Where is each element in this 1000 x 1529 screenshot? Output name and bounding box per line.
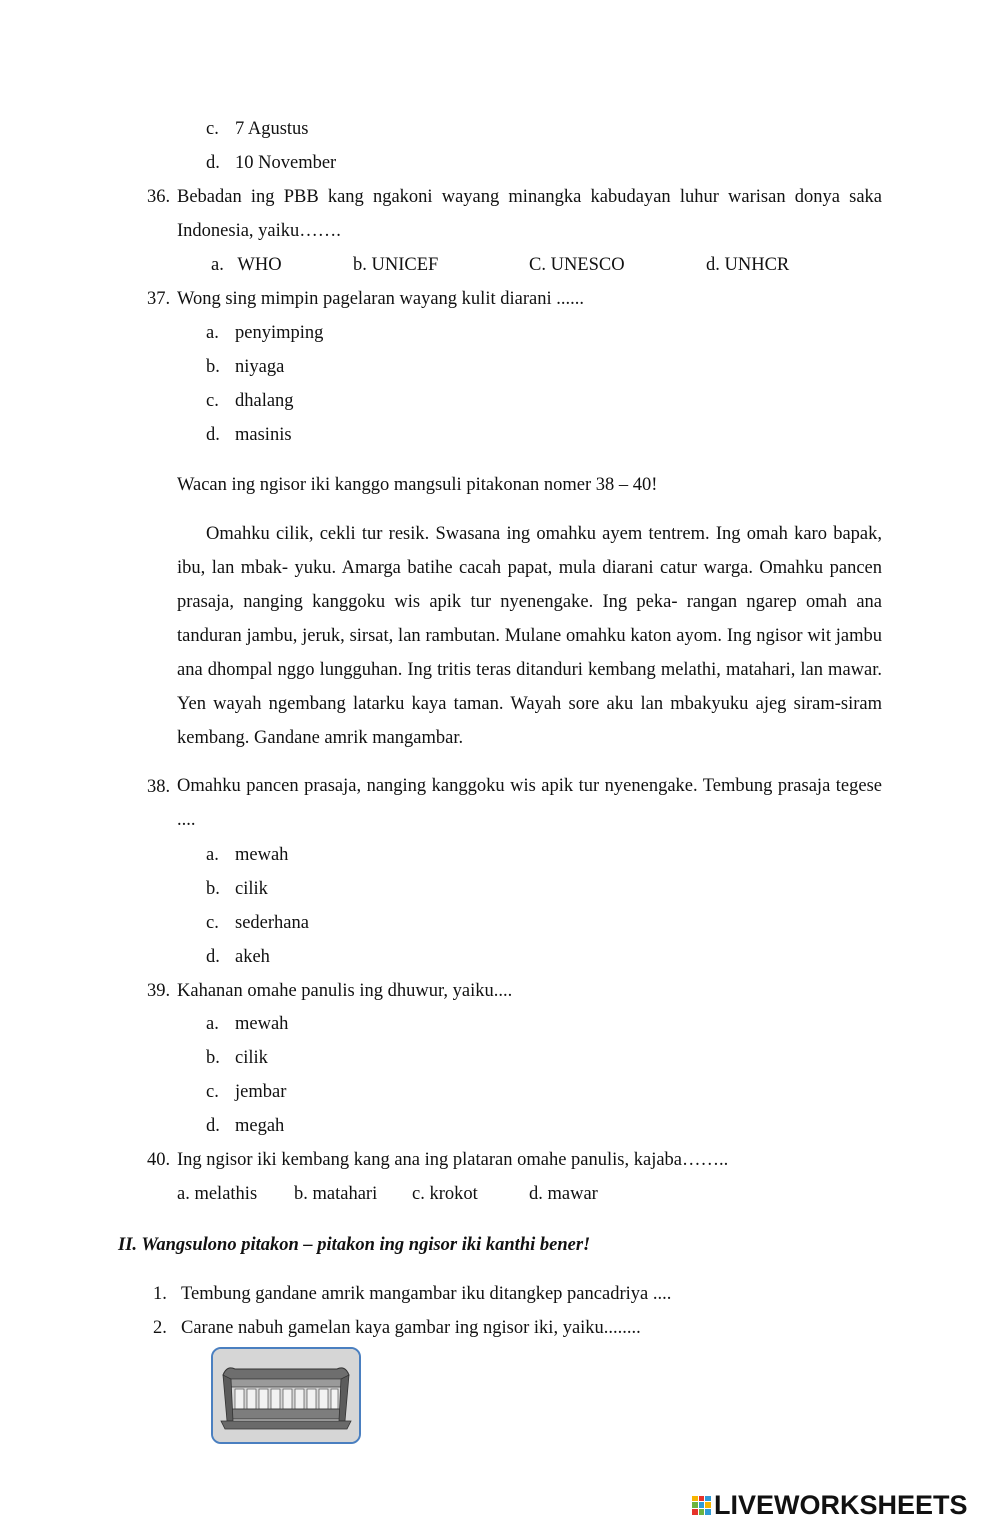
liveworksheets-logo: [692, 1490, 968, 1520]
q39-option-b-text: cilik: [235, 1048, 268, 1068]
q40-number: 40.: [147, 1150, 171, 1170]
logo-cell: [692, 1496, 698, 1502]
q38-text: Omahku pancen prasaja, nanging kanggoku wis apik tur nyenengake. Tembung prasaja tegese ....: [177, 776, 882, 830]
q37-option-b-letter: b.: [206, 357, 220, 377]
q39-number: 39.: [147, 981, 171, 1001]
q37-option-a-text: penyimping: [235, 323, 324, 343]
section2-item1-number: 1.: [153, 1284, 167, 1304]
q36-option-a: a. WHO: [211, 255, 282, 275]
section2-heading: II. Wangsulono pitakon – pitakon ing ngisor iki kanthi bener!: [118, 1235, 591, 1255]
logo-cell: [699, 1502, 705, 1508]
section2-item2-text: Carane nabuh gamelan kaya gambar ing ngisor iki, yaiku........: [181, 1318, 641, 1338]
q36-option-d: d. UNHCR: [706, 255, 790, 275]
q37-number: 37.: [147, 289, 171, 309]
q40-option-a: a. melathis: [177, 1184, 258, 1204]
q39-option-d-letter: d.: [206, 1116, 220, 1136]
q40-option-c: c. krokot: [412, 1184, 478, 1204]
q35-option-c-text: 7 Agustus: [235, 119, 309, 139]
q36-option-b: b. UNICEF: [353, 255, 439, 275]
q35-option-d-letter: d.: [206, 153, 220, 173]
q37-text: Wong sing mimpin pagelaran wayang kulit diarani ......: [177, 289, 584, 309]
q38-option-a-letter: a.: [206, 845, 219, 865]
q40-text: Ing ngisor iki kembang kang ana ing plataran omahe panulis, kajaba……..: [177, 1150, 729, 1170]
q40-option-d: d. mawar: [529, 1184, 598, 1204]
reading-intro: Wacan ing ngisor iki kanggo mangsuli pitakonan nomer 38 – 40!: [177, 475, 658, 495]
gamelan-drawing: [213, 1349, 359, 1442]
q37-option-d-text: masinis: [235, 425, 292, 445]
q39-option-a-letter: a.: [206, 1014, 219, 1034]
logo-cell: [705, 1502, 711, 1508]
q38-option-c-letter: c.: [206, 913, 219, 933]
logo-cell: [705, 1509, 711, 1515]
logo-cell: [692, 1502, 698, 1508]
q40-option-b: b. matahari: [294, 1184, 378, 1204]
q35-option-d-text: 10 November: [235, 153, 337, 173]
q39-text: Kahanan omahe panulis ing dhuwur, yaiku....: [177, 981, 513, 1001]
logo-cell: [705, 1496, 711, 1502]
gamelan-image: [211, 1347, 361, 1444]
reading-passage-text: Omahku cilik, cekli tur resik. Swasana ing omahku ayem tentrem. Ing omah karo bapak, ibu, lan mbak- yuku. Amarga batihe cacah papat, mula diarani catur warga. Omahku pancen prasaja, nanging kanggoku wis apik tur nyenengake. Ing peka- rangan ngarep omah ana tanduran jambu, jeruk, sirsat, lan rambutan. Mulane omahku katon ayom. Ing ngisor wit jambu ana dhompal nggo lungguhan. Ing tritis teras ditanduri kembang melathi, matahari, lan mawar. Yen wayah ngembang latarku kaya taman. Wayah sore aku lan mbakyuku ajeg siram-siram kembang. Gandane amrik mangambar.: [177, 524, 882, 748]
logo-cell: [692, 1509, 698, 1515]
q37-option-d-letter: d.: [206, 425, 220, 445]
q37-option-a-letter: a.: [206, 323, 219, 343]
q37-option-c-text: dhalang: [235, 391, 294, 411]
q39-option-a-text: mewah: [235, 1014, 289, 1034]
q38-option-d-text: akeh: [235, 947, 270, 967]
q39-option-d-text: megah: [235, 1116, 285, 1136]
q36-option-c: C. UNESCO: [529, 255, 625, 275]
q37-option-c-letter: c.: [206, 391, 219, 411]
logo-cell: [699, 1509, 705, 1515]
q36-line1: Bebadan ing PBB kang ngakoni wayang minangka kabudayan luhur warisan donya saka: [177, 187, 882, 207]
section2-item2-number: 2.: [153, 1318, 167, 1338]
q37-option-b-text: niyaga: [235, 357, 285, 377]
section2-item1-text: Tembung gandane amrik mangambar iku ditangkep pancadriya ....: [181, 1284, 672, 1304]
logo-grid-icon: [692, 1496, 711, 1515]
logo-text: LIVEWORKSHEETS: [714, 1489, 968, 1520]
q36-line2: Indonesia, yaiku…….: [177, 221, 341, 241]
q35-option-c-letter: c.: [206, 119, 219, 139]
q38-number: 38.: [147, 777, 171, 797]
q38-option-c-text: sederhana: [235, 913, 309, 933]
logo-cell: [699, 1496, 705, 1502]
q38-option-a-text: mewah: [235, 845, 289, 865]
q39-option-c-text: jembar: [235, 1082, 287, 1102]
reading-passage: [177, 517, 882, 755]
q38-option-b-letter: b.: [206, 879, 220, 899]
q38-option-b-text: cilik: [235, 879, 268, 899]
q36-number: 36.: [147, 187, 171, 207]
q39-option-b-letter: b.: [206, 1048, 220, 1068]
q38-option-d-letter: d.: [206, 947, 220, 967]
q39-option-c-letter: c.: [206, 1082, 219, 1102]
